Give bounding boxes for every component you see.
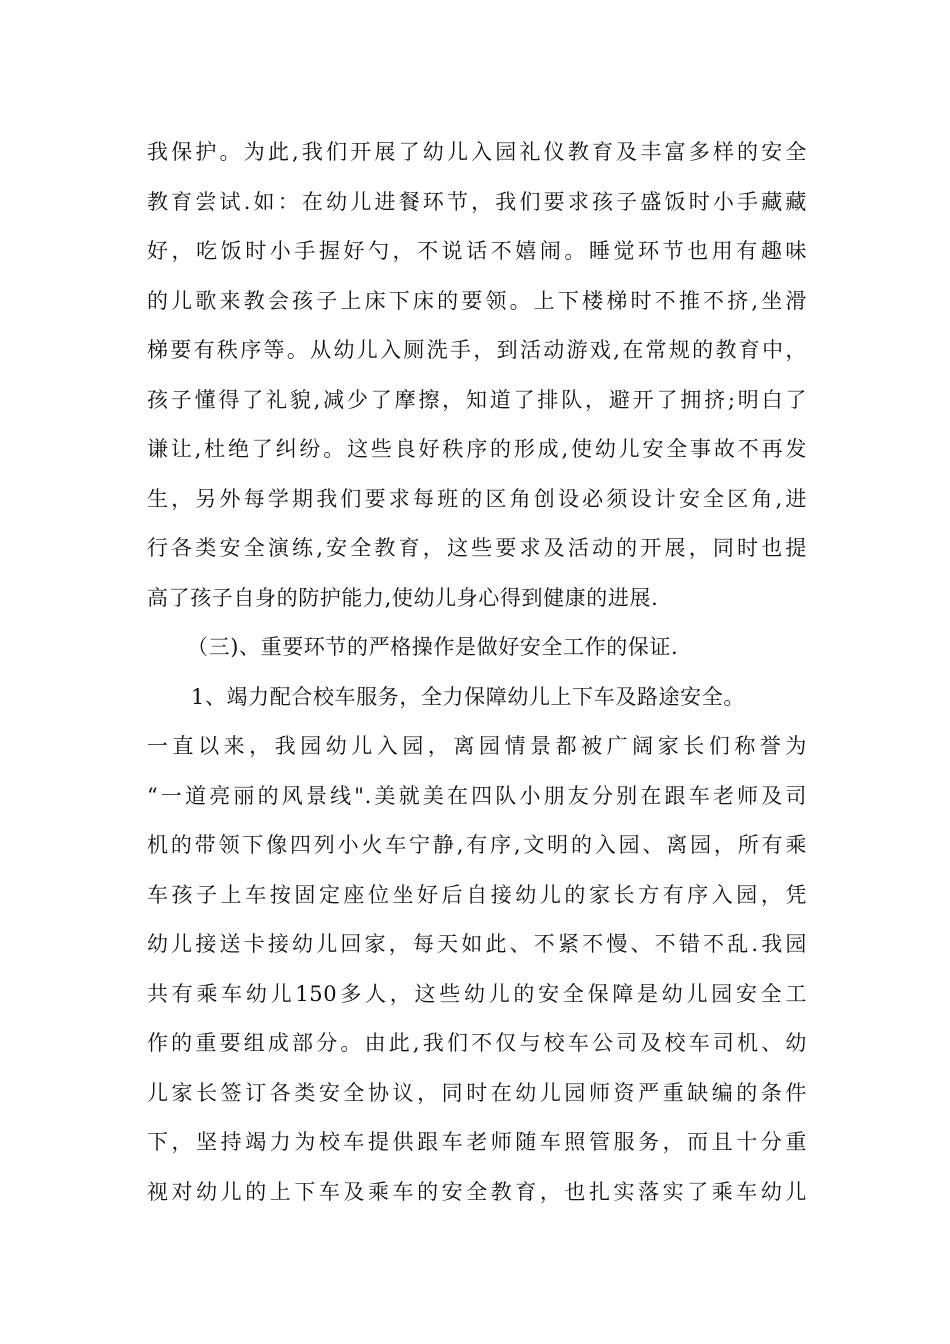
text-line: 机的带领下像四列小火车宁静,有序,文明的入园、离园，所有乘 xyxy=(147,833,807,857)
section-heading: （三)、重要环节的严格操作是做好安全工作的保证. xyxy=(187,635,679,659)
list-item-heading: 1、竭力配合校车服务，全力保障幼儿上下车及路途安全。 xyxy=(191,684,745,709)
text-line: 的儿歌来教会孩子上床下床的要领。上下楼梯时不推不挤,坐滑 xyxy=(147,288,807,313)
text-line: 视对幼儿的上下车及乘车的安全教育，也扎实落实了乘车幼儿 xyxy=(147,1179,807,1204)
text-line: 生，另外每学期我们要求每班的区角创设必须设计安全区角,进 xyxy=(147,486,807,511)
text-line: 我保护。为此,我们开展了幼儿入园礼仪教育及丰富多样的安全 xyxy=(147,140,807,164)
text-line: 梯要有秩序等。从幼儿入厕洗手，到活动游戏,在常规的教育中， xyxy=(147,338,807,362)
text-line: 作的重要组成部分。由此,我们不仅与校车公司及校车司机、幼 xyxy=(147,1031,807,1055)
text-line: 下，坚持竭力为校车提供跟车老师随车照管服务，而且十分重 xyxy=(147,1130,807,1154)
text-line: 共有乘车幼儿150多人，这些幼儿的安全保障是幼儿园安全工 xyxy=(147,981,807,1006)
text-line: 谦让,杜绝了纠纷。这些良好秩序的形成,使幼儿安全事故不再发 xyxy=(147,437,807,461)
text-line: 儿家长签订各类安全协议，同时在幼儿园师资严重缺编的条件 xyxy=(147,1080,807,1105)
text-line: 好，吃饭时小手握好勺，不说话不嬉闹。睡觉环节也用有趣味 xyxy=(147,239,807,263)
text-line: 幼儿接送卡接幼儿回家，每天如此、不紧不慢、不错不乱.我园 xyxy=(147,932,807,956)
text-line: 一直以来，我园幼儿入园，离园情景都被广阔家长们称誉为 xyxy=(147,734,807,758)
body-text xyxy=(147,128,807,1217)
text-line: 孩子懂得了礼貌,减少了摩擦，知道了排队，避开了拥挤;明白了 xyxy=(147,387,807,412)
text-line: 行各类安全演练,安全教育，这些要求及活动的开展，同时也提 xyxy=(147,536,807,560)
text-line: “一道亮丽的风景线".美就美在四队小朋友分别在跟车老师及司 xyxy=(147,783,807,808)
text-line: 教育尝试.如：在幼儿进餐环节，我们要求孩子盛饭时小手藏藏 xyxy=(147,189,807,214)
text-line: 车孩子上车按固定座位坐好后自接幼儿的家长方有序入园，凭 xyxy=(147,882,807,907)
text-line: 高了孩子自身的防护能力,使幼儿身心得到健康的进展. xyxy=(147,585,659,610)
